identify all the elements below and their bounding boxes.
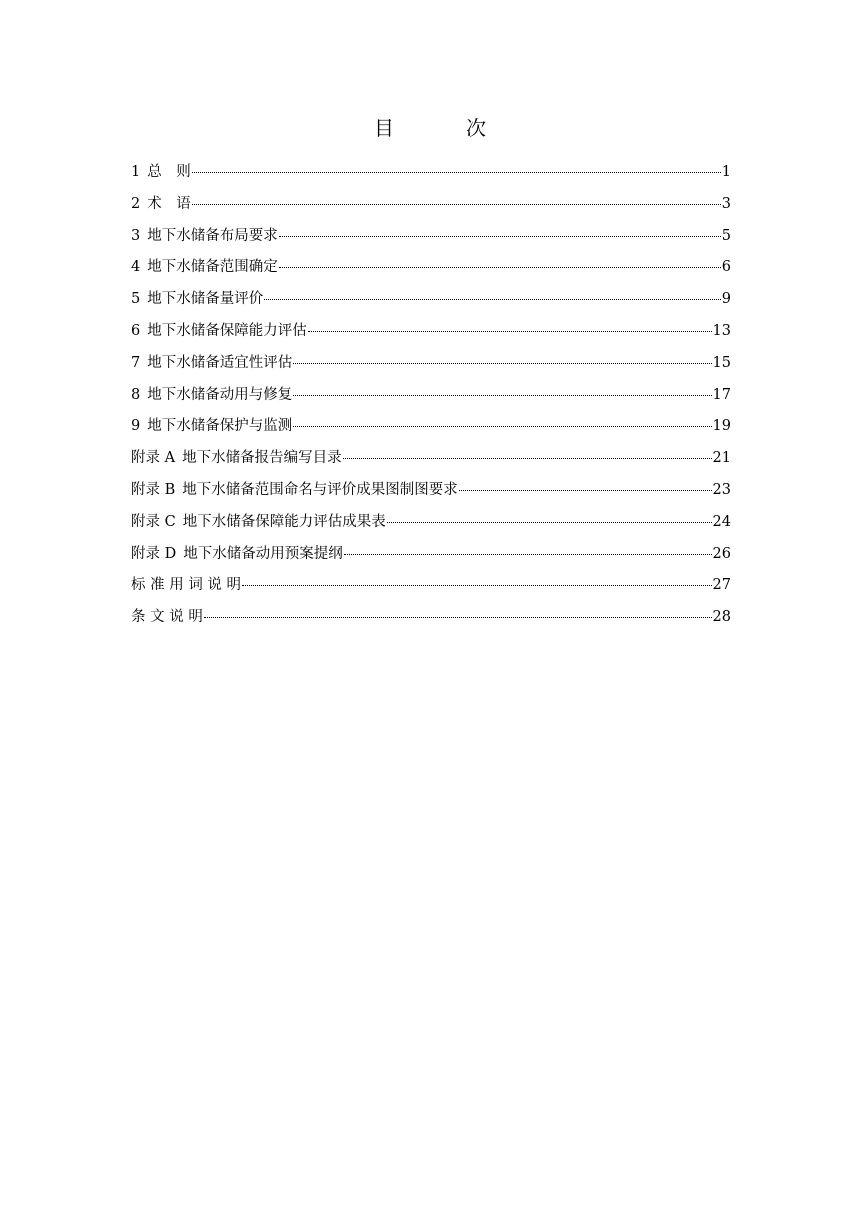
toc-entry-title: 地下水储备保障能力评估成果表: [182, 513, 386, 530]
toc-entry-page: 21: [712, 450, 731, 467]
toc-dot-leader: [242, 571, 712, 586]
toc-dot-leader: [264, 285, 721, 300]
toc-entry-title: 标 准 用 词 说 明: [131, 577, 242, 594]
toc-dot-leader: [293, 412, 711, 427]
toc-entry-number: 9: [131, 418, 141, 435]
toc-entry-number: 1: [131, 164, 141, 180]
toc-entry-title: 地下水储备动用预案提纲: [183, 545, 343, 562]
toc-dot-leader: [204, 603, 712, 618]
toc-list: [131, 160, 731, 637]
toc-entry-number: 6: [131, 322, 141, 339]
toc-entry-page: 23: [712, 481, 731, 498]
toc-dot-leader: [192, 158, 721, 173]
toc-dot-leader: [293, 349, 711, 364]
toc-entry[interactable]: [131, 510, 731, 542]
toc-entry-title: 地下水储备报告编写目录: [182, 450, 342, 467]
toc-entry-page: 13: [712, 322, 731, 339]
toc-entry-page: 15: [712, 354, 731, 371]
toc-dot-leader: [293, 381, 711, 396]
toc-entry-page: 27: [712, 577, 731, 594]
toc-entry-page: 19: [712, 418, 731, 435]
toc-entry[interactable]: [131, 351, 731, 383]
toc-dot-leader: [344, 540, 712, 555]
toc-entry-number: 2: [131, 195, 141, 212]
toc-entry[interactable]: [131, 255, 731, 287]
toc-title: 目 次: [374, 116, 512, 140]
toc-dot-leader: [192, 190, 721, 205]
toc-entry[interactable]: [131, 287, 731, 319]
toc-entry-title: 地下水储备布局要求: [147, 227, 278, 244]
toc-entry[interactable]: [131, 224, 731, 256]
toc-dot-leader: [459, 476, 712, 491]
toc-entry-title: 总 则: [147, 164, 191, 180]
toc-entry-number: 3: [131, 227, 141, 244]
toc-dot-leader: [387, 508, 712, 523]
toc-entry-number: 7: [131, 354, 141, 371]
toc-entry-number: 5: [131, 291, 141, 308]
toc-entry[interactable]: [131, 542, 731, 574]
toc-entry-page: 5: [721, 227, 731, 244]
toc-entry-number: 附录 C: [131, 513, 176, 530]
toc-dot-leader: [279, 253, 721, 268]
toc-entry[interactable]: [131, 414, 731, 446]
toc-entry[interactable]: [131, 192, 731, 224]
toc-entry-title: 地下水储备量评价: [147, 291, 264, 308]
toc-entry-title: 条 文 说 明: [131, 609, 203, 626]
toc-entry-title: 术 语: [147, 195, 191, 212]
toc-dot-leader: [343, 444, 712, 459]
toc-entry-page: 24: [712, 513, 731, 530]
toc-entry[interactable]: [131, 383, 731, 415]
toc-entry[interactable]: [131, 319, 731, 351]
toc-entry-page: 1: [721, 164, 731, 180]
toc-entry-title: 地下水储备范围确定: [147, 259, 278, 276]
toc-entry[interactable]: [131, 160, 731, 192]
toc-dot-leader: [279, 222, 721, 237]
toc-dot-leader: [308, 317, 712, 332]
toc-entry-page: 17: [712, 386, 731, 403]
toc-entry-title: 地下水储备范围命名与评价成果图制图要求: [182, 481, 458, 498]
toc-entry-number: 4: [131, 259, 141, 276]
toc-entry[interactable]: [131, 478, 731, 510]
toc-entry-page: 28: [712, 609, 731, 626]
toc-entry-page: 6: [721, 259, 731, 276]
toc-entry-number: 附录 B: [131, 481, 176, 498]
toc-entry-title: 地下水储备保障能力评估: [147, 322, 307, 339]
toc-entry-number: 8: [131, 386, 141, 403]
toc-entry-number: 附录 D: [131, 545, 177, 562]
toc-entry[interactable]: [131, 573, 731, 605]
toc-entry-title: 地下水储备动用与修复: [147, 386, 293, 403]
toc-entry-title: 地下水储备保护与监测: [147, 418, 293, 435]
toc-entry-page: 3: [721, 195, 731, 212]
toc-entry-number: 附录 A: [131, 450, 176, 467]
toc-entry[interactable]: [131, 446, 731, 478]
toc-entry-page: 9: [721, 291, 731, 308]
toc-entry-page: 26: [712, 545, 731, 562]
toc-entry[interactable]: [131, 605, 731, 637]
toc-entry-title: 地下水储备适宜性评估: [147, 354, 293, 371]
